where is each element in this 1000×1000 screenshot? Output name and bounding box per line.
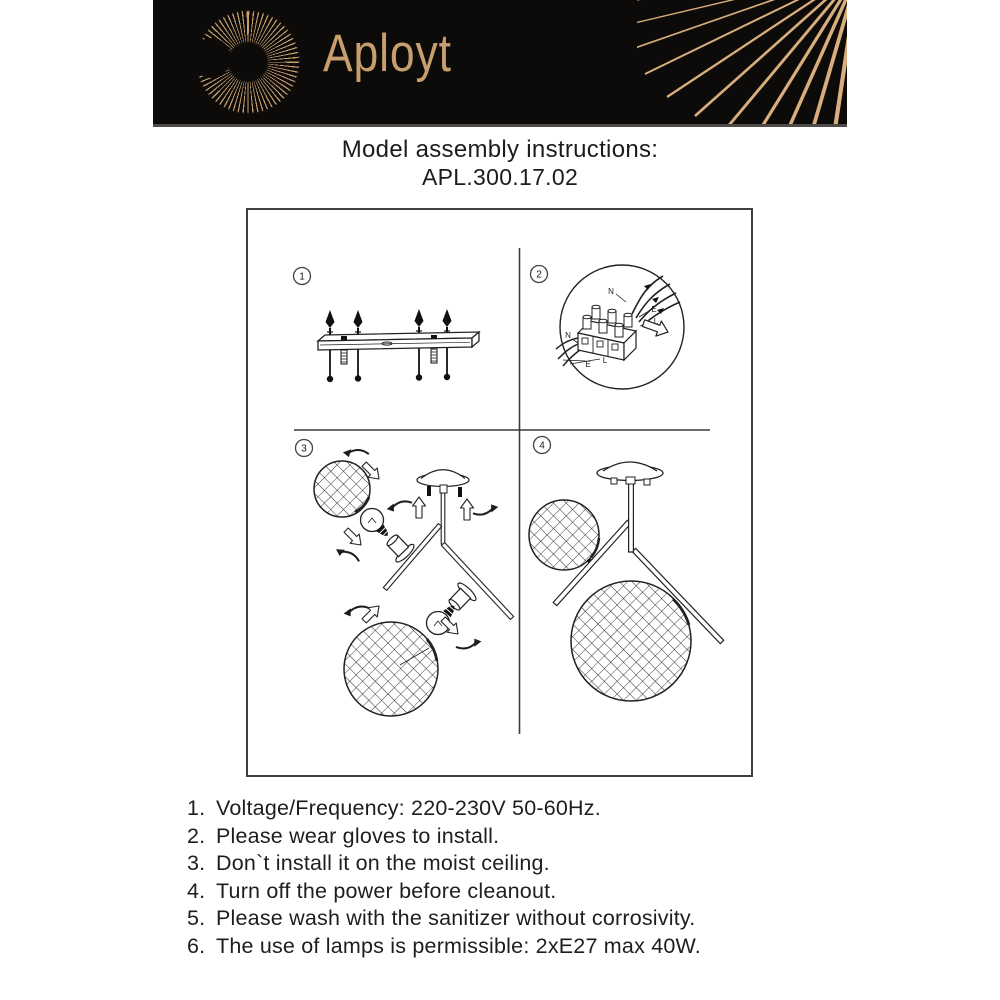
step-number-badge bbox=[531, 266, 548, 283]
instruction-item bbox=[187, 905, 701, 933]
item-number: 1. bbox=[187, 796, 206, 820]
mesh-sphere-large bbox=[344, 622, 438, 716]
svg-text:L: L bbox=[602, 356, 608, 365]
item-number: 3. bbox=[187, 851, 206, 876]
item-text: Please wash with the sanitizer without corrosivity. bbox=[216, 906, 696, 931]
step1-mounting-bracket-diagram bbox=[318, 309, 479, 382]
svg-text:E: E bbox=[651, 305, 657, 314]
instruction-item bbox=[187, 823, 701, 851]
step-number-badge bbox=[296, 440, 313, 457]
item-text: Please wear gloves to install. bbox=[216, 823, 500, 848]
item-number: 5. bbox=[187, 906, 206, 931]
item-text: Voltage/Frequency: 220-230V 50-60Hz. bbox=[216, 796, 601, 820]
svg-text:E: E bbox=[585, 360, 591, 369]
item-number: 2. bbox=[187, 823, 206, 848]
ceiling-canopy bbox=[597, 462, 663, 485]
brand-name: Aployt bbox=[323, 24, 452, 83]
item-text: Don`t install it on the moist ceiling. bbox=[216, 851, 550, 876]
item-text: The use of lamps is permissible: 2xE27 max 40W. bbox=[216, 933, 701, 958]
item-number: 6. bbox=[187, 933, 206, 958]
instruction-list bbox=[187, 795, 701, 961]
svg-text:N: N bbox=[608, 287, 614, 296]
page-title: Model assembly instructions: bbox=[341, 136, 659, 163]
svg-text:4: 4 bbox=[539, 440, 545, 452]
instruction-item bbox=[187, 933, 701, 961]
step2-wiring-diagram bbox=[556, 265, 684, 389]
mesh-sphere-small bbox=[314, 461, 370, 517]
item-number: 4. bbox=[187, 878, 206, 903]
brand-banner bbox=[153, 0, 847, 127]
step-number-badge bbox=[294, 268, 311, 285]
diagram-canvas bbox=[248, 210, 751, 775]
ceiling-canopy bbox=[417, 470, 469, 497]
model-number: APL.300.17.02 bbox=[421, 164, 579, 190]
assembly-diagram bbox=[246, 208, 753, 777]
sunburst-core bbox=[191, 38, 231, 78]
step4-assembled-lamp-diagram bbox=[529, 462, 724, 701]
svg-text:3: 3 bbox=[301, 443, 307, 455]
step3-exploded-assembly-diagram bbox=[314, 448, 514, 716]
instruction-item bbox=[187, 795, 701, 823]
item-text: Turn off the power before cleanout. bbox=[216, 878, 557, 903]
svg-text:L: L bbox=[653, 317, 659, 326]
instruction-item bbox=[187, 850, 701, 878]
mesh-sphere-large bbox=[571, 581, 691, 701]
svg-text:1: 1 bbox=[299, 271, 305, 283]
step-number-badge bbox=[534, 437, 551, 454]
svg-text:N: N bbox=[565, 331, 571, 340]
svg-text:2: 2 bbox=[536, 269, 542, 281]
instruction-item bbox=[187, 878, 701, 906]
corner-rays-icon bbox=[637, 0, 847, 124]
